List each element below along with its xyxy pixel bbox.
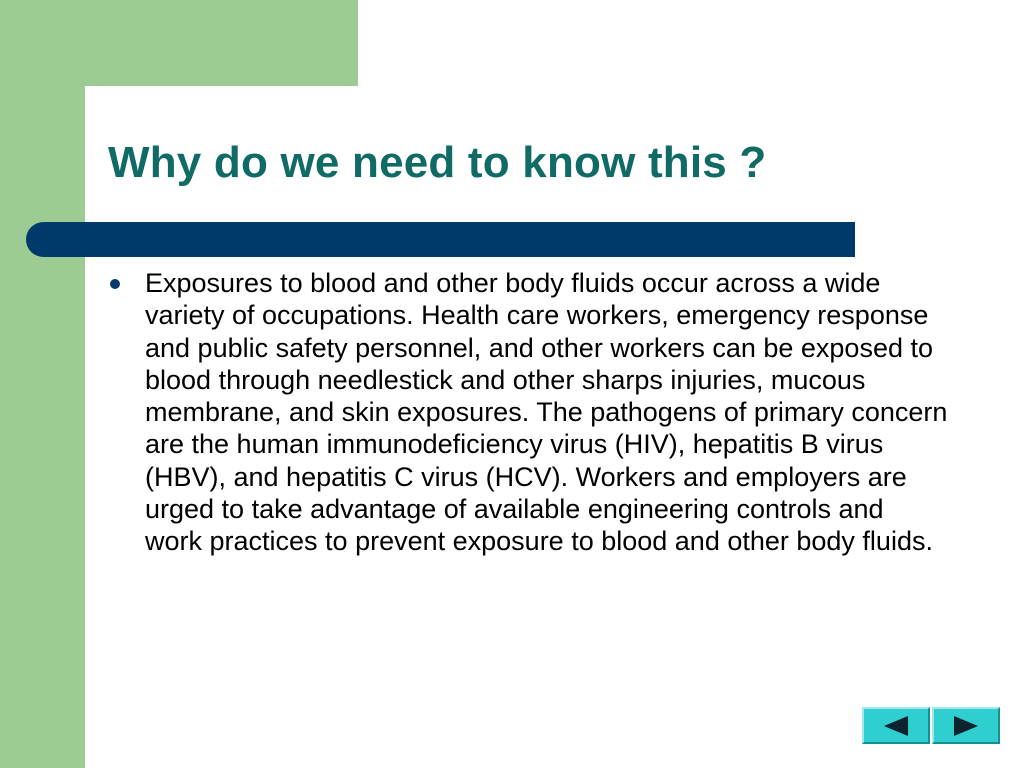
next-slide-button[interactable]	[932, 707, 1000, 744]
bullet-text: Exposures to blood and other body fluids occur across a wide variety of occupations. Health care workers, emergency response and public safety personnel, and other workers can be exposed to blood through needlestick and other sharps injuries, mucous membrane, and skin exposures. The pathogens of primary concern are the human immunodeficiency virus (HIV), hepatitis B virus (HBV), and hepatitis C virus (HCV). Workers and employers are urged to take advantage of available engineering controls and work practices to prevent exposure to blood and other body fluids.	[145, 268, 948, 557]
title-divider-bar	[26, 222, 855, 257]
slide-navigation	[862, 707, 1000, 744]
green-accent-top	[0, 0, 358, 86]
bullet-list	[108, 267, 948, 558]
triangle-left-icon	[882, 715, 910, 737]
previous-slide-button[interactable]	[862, 707, 930, 744]
slide-title: Why do we need to know this ?	[108, 138, 767, 187]
bullet-dot-icon	[110, 279, 120, 289]
green-accent-left	[0, 0, 85, 768]
triangle-right-icon	[952, 715, 980, 737]
bullet-item	[108, 267, 948, 558]
